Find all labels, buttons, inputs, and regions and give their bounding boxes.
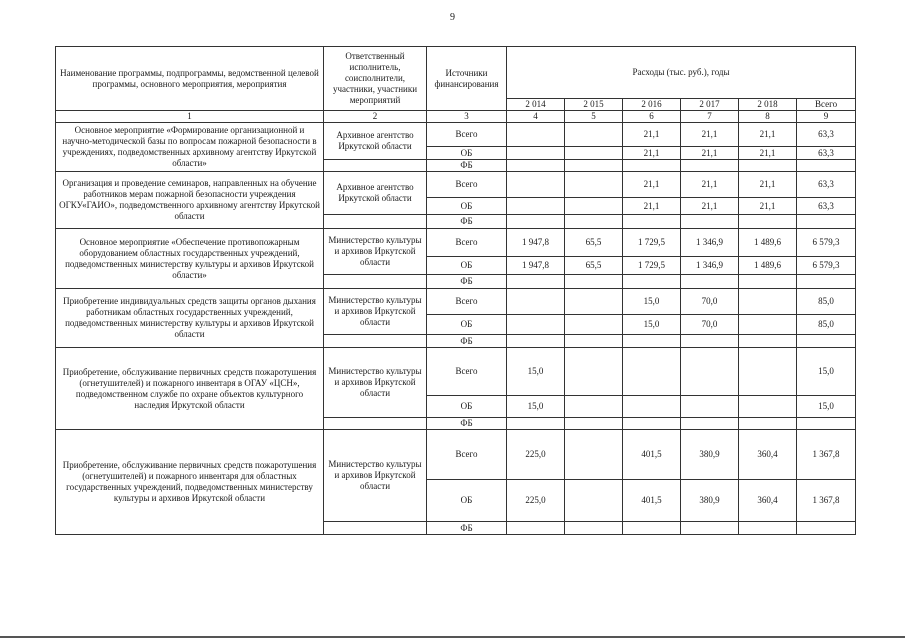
table-row xyxy=(56,289,856,315)
index-cell: 9 xyxy=(797,111,856,123)
responsible-empty-cell xyxy=(324,275,427,289)
value-2014 xyxy=(507,198,565,215)
funding-source: ФБ xyxy=(427,215,507,229)
page-number: 9 xyxy=(450,12,455,23)
value-2018 xyxy=(739,522,797,535)
value-total xyxy=(797,160,856,172)
responsible-executor: Архивное агентство Иркутской области xyxy=(324,172,427,215)
value-2016 xyxy=(623,418,681,430)
value-2016: 15,0 xyxy=(623,315,681,335)
value-total: 63,3 xyxy=(797,198,856,215)
funding-source: ОБ xyxy=(427,147,507,160)
value-2015: 65,5 xyxy=(565,257,623,275)
activity-name: Приобретение индивидуальных средств защиты органов дыхания работникам областных государственных учреждений, подведомственных министерству культуры и архивов Иркутской области xyxy=(56,289,324,348)
funding-source: ОБ xyxy=(427,396,507,418)
value-2015 xyxy=(565,147,623,160)
value-2018 xyxy=(739,160,797,172)
index-cell: 4 xyxy=(507,111,565,123)
value-total: 1 367,8 xyxy=(797,480,856,522)
value-2018: 1 489,6 xyxy=(739,257,797,275)
value-2017: 1 346,9 xyxy=(681,229,739,257)
value-2017: 70,0 xyxy=(681,315,739,335)
responsible-empty-cell xyxy=(324,418,427,430)
index-cell: 2 xyxy=(324,111,427,123)
value-2015 xyxy=(565,198,623,215)
value-2017 xyxy=(681,275,739,289)
value-2014: 15,0 xyxy=(507,396,565,418)
scan-bottom-edge xyxy=(0,636,905,638)
value-2018 xyxy=(739,215,797,229)
year-2015: 2 015 xyxy=(565,99,623,111)
responsible-empty-cell xyxy=(324,522,427,535)
funding-source: ФБ xyxy=(427,275,507,289)
responsible-executor: Архивное агентство Иркутской области xyxy=(324,123,427,160)
header-sources: Источники финансирования xyxy=(427,47,507,111)
value-2014 xyxy=(507,215,565,229)
value-total: 85,0 xyxy=(797,289,856,315)
index-cell: 5 xyxy=(565,111,623,123)
responsible-executor: Министерство культуры и архивов Иркутской области xyxy=(324,348,427,418)
funding-source: Всего xyxy=(427,430,507,480)
year-2017: 2 017 xyxy=(681,99,739,111)
year-2018: 2 018 xyxy=(739,99,797,111)
index-row xyxy=(56,111,856,123)
year-total: Всего xyxy=(797,99,856,111)
value-2014 xyxy=(507,160,565,172)
value-2017 xyxy=(681,348,739,396)
value-2016 xyxy=(623,396,681,418)
value-2016 xyxy=(623,160,681,172)
value-2017 xyxy=(681,160,739,172)
value-2017 xyxy=(681,396,739,418)
value-2016: 1 729,5 xyxy=(623,229,681,257)
value-2016: 1 729,5 xyxy=(623,257,681,275)
value-2018: 360,4 xyxy=(739,430,797,480)
value-2018 xyxy=(739,335,797,348)
value-2015 xyxy=(565,430,623,480)
header-row xyxy=(56,47,856,99)
responsible-empty-cell xyxy=(324,335,427,348)
table-row xyxy=(56,348,856,396)
value-total: 85,0 xyxy=(797,315,856,335)
value-2015 xyxy=(565,335,623,348)
value-2015 xyxy=(565,522,623,535)
table-body xyxy=(56,47,856,535)
funding-source: Всего xyxy=(427,123,507,147)
value-total xyxy=(797,522,856,535)
value-2018 xyxy=(739,396,797,418)
index-cell: 8 xyxy=(739,111,797,123)
funding-source: ОБ xyxy=(427,257,507,275)
funding-source: ФБ xyxy=(427,160,507,172)
table-row xyxy=(56,172,856,198)
value-2014 xyxy=(507,147,565,160)
value-2017: 380,9 xyxy=(681,430,739,480)
value-2018: 21,1 xyxy=(739,198,797,215)
value-2014 xyxy=(507,275,565,289)
activity-name: Организация и проведение семинаров, направленных на обучение работников мерам пожарной безопасности учреждения ОГКУ«ГАИО», подведомственного архивному агентству Иркутской области xyxy=(56,172,324,229)
value-2014 xyxy=(507,418,565,430)
value-2014 xyxy=(507,123,565,147)
value-2015 xyxy=(565,396,623,418)
value-total: 6 579,3 xyxy=(797,229,856,257)
value-2014: 15,0 xyxy=(507,348,565,396)
value-total: 63,3 xyxy=(797,123,856,147)
value-2014 xyxy=(507,172,565,198)
value-2016 xyxy=(623,522,681,535)
value-2015 xyxy=(565,160,623,172)
value-2014 xyxy=(507,289,565,315)
value-total xyxy=(797,275,856,289)
activity-name: Приобретение, обслуживание первичных средств пожаротушения (огнетушителей) и пожарного инвентаря для областных государственных учреждений, подведомственных министерству культуры и архивов Иркутской области xyxy=(56,430,324,535)
activity-name: Приобретение, обслуживание первичных средств пожаротушения (огнетушителей) и пожарного инвентаря в ОГАУ «ЦСН», подведомственном службе по охране объектов культурного наследия Иркутской области xyxy=(56,348,324,430)
value-2016: 401,5 xyxy=(623,430,681,480)
value-2017: 21,1 xyxy=(681,172,739,198)
responsible-executor: Министерство культуры и архивов Иркутской области xyxy=(324,289,427,335)
index-cell: 3 xyxy=(427,111,507,123)
value-2017 xyxy=(681,335,739,348)
value-2017 xyxy=(681,418,739,430)
value-total: 6 579,3 xyxy=(797,257,856,275)
value-2016 xyxy=(623,215,681,229)
value-2018 xyxy=(739,289,797,315)
value-2018 xyxy=(739,315,797,335)
value-2015 xyxy=(565,348,623,396)
index-cell: 1 xyxy=(56,111,324,123)
value-2016: 401,5 xyxy=(623,480,681,522)
value-total xyxy=(797,215,856,229)
value-total xyxy=(797,418,856,430)
value-2015 xyxy=(565,480,623,522)
value-total: 63,3 xyxy=(797,147,856,160)
value-total: 1 367,8 xyxy=(797,430,856,480)
value-2015 xyxy=(565,315,623,335)
value-2017: 380,9 xyxy=(681,480,739,522)
funding-source: Всего xyxy=(427,348,507,396)
value-2016: 15,0 xyxy=(623,289,681,315)
value-2016: 21,1 xyxy=(623,123,681,147)
value-2014: 1 947,8 xyxy=(507,229,565,257)
value-2015 xyxy=(565,123,623,147)
value-total xyxy=(797,335,856,348)
value-2015 xyxy=(565,289,623,315)
funding-source: Всего xyxy=(427,172,507,198)
responsible-executor: Министерство культуры и архивов Иркутской области xyxy=(324,430,427,522)
value-2018: 1 489,6 xyxy=(739,229,797,257)
value-2014: 1 947,8 xyxy=(507,257,565,275)
value-2016: 21,1 xyxy=(623,172,681,198)
value-2017 xyxy=(681,522,739,535)
responsible-empty-cell xyxy=(324,215,427,229)
value-2014: 225,0 xyxy=(507,430,565,480)
value-total: 63,3 xyxy=(797,172,856,198)
responsible-executor: Министерство культуры и архивов Иркутской области xyxy=(324,229,427,275)
value-2014 xyxy=(507,315,565,335)
value-2016: 21,1 xyxy=(623,147,681,160)
value-total: 15,0 xyxy=(797,396,856,418)
value-2015 xyxy=(565,275,623,289)
value-2016 xyxy=(623,275,681,289)
value-2018: 21,1 xyxy=(739,172,797,198)
value-2016 xyxy=(623,335,681,348)
value-2015 xyxy=(565,172,623,198)
responsible-empty-cell xyxy=(324,160,427,172)
value-2018: 21,1 xyxy=(739,147,797,160)
table-row xyxy=(56,229,856,257)
value-2015 xyxy=(565,215,623,229)
value-2016: 21,1 xyxy=(623,198,681,215)
budget-table xyxy=(55,46,856,535)
value-2014 xyxy=(507,522,565,535)
year-2016: 2 016 xyxy=(623,99,681,111)
funding-source: ОБ xyxy=(427,480,507,522)
value-2017: 21,1 xyxy=(681,123,739,147)
value-2017: 21,1 xyxy=(681,147,739,160)
value-2018: 360,4 xyxy=(739,480,797,522)
value-2014: 225,0 xyxy=(507,480,565,522)
value-2017: 21,1 xyxy=(681,198,739,215)
funding-source: ФБ xyxy=(427,522,507,535)
funding-source: ОБ xyxy=(427,198,507,215)
index-cell: 6 xyxy=(623,111,681,123)
funding-source: Всего xyxy=(427,229,507,257)
value-2017: 1 346,9 xyxy=(681,257,739,275)
value-2018 xyxy=(739,418,797,430)
funding-source: ФБ xyxy=(427,335,507,348)
value-2018: 21,1 xyxy=(739,123,797,147)
value-2015 xyxy=(565,418,623,430)
funding-source: Всего xyxy=(427,289,507,315)
value-total: 15,0 xyxy=(797,348,856,396)
table-row xyxy=(56,123,856,147)
index-cell: 7 xyxy=(681,111,739,123)
table-row xyxy=(56,430,856,480)
activity-name: Основное мероприятие «Формирование организационной и научно-методической базы по вопросам пожарной безопасности в учреждениях, подведомственных архивному агентству Иркутской области» xyxy=(56,123,324,172)
value-2016 xyxy=(623,348,681,396)
value-2018 xyxy=(739,348,797,396)
value-2018 xyxy=(739,275,797,289)
activity-name: Основное мероприятие «Обеспечение противопожарным оборудованием областных государственных учреждений, подведомственных министерству культуры и архивов Иркутской области» xyxy=(56,229,324,289)
year-2014: 2 014 xyxy=(507,99,565,111)
value-2017 xyxy=(681,215,739,229)
value-2014 xyxy=(507,335,565,348)
header-responsible: Ответственный исполнитель, соисполнители, участники, участники мероприятий xyxy=(324,47,427,111)
value-2015: 65,5 xyxy=(565,229,623,257)
header-expenses: Расходы (тыс. руб.), годы xyxy=(507,47,856,99)
header-name: Наименование программы, подпрограммы, ведомственной целевой программы, основного мероприятия, мероприятия xyxy=(56,47,324,111)
funding-source: ОБ xyxy=(427,315,507,335)
value-2017: 70,0 xyxy=(681,289,739,315)
funding-source: ФБ xyxy=(427,418,507,430)
